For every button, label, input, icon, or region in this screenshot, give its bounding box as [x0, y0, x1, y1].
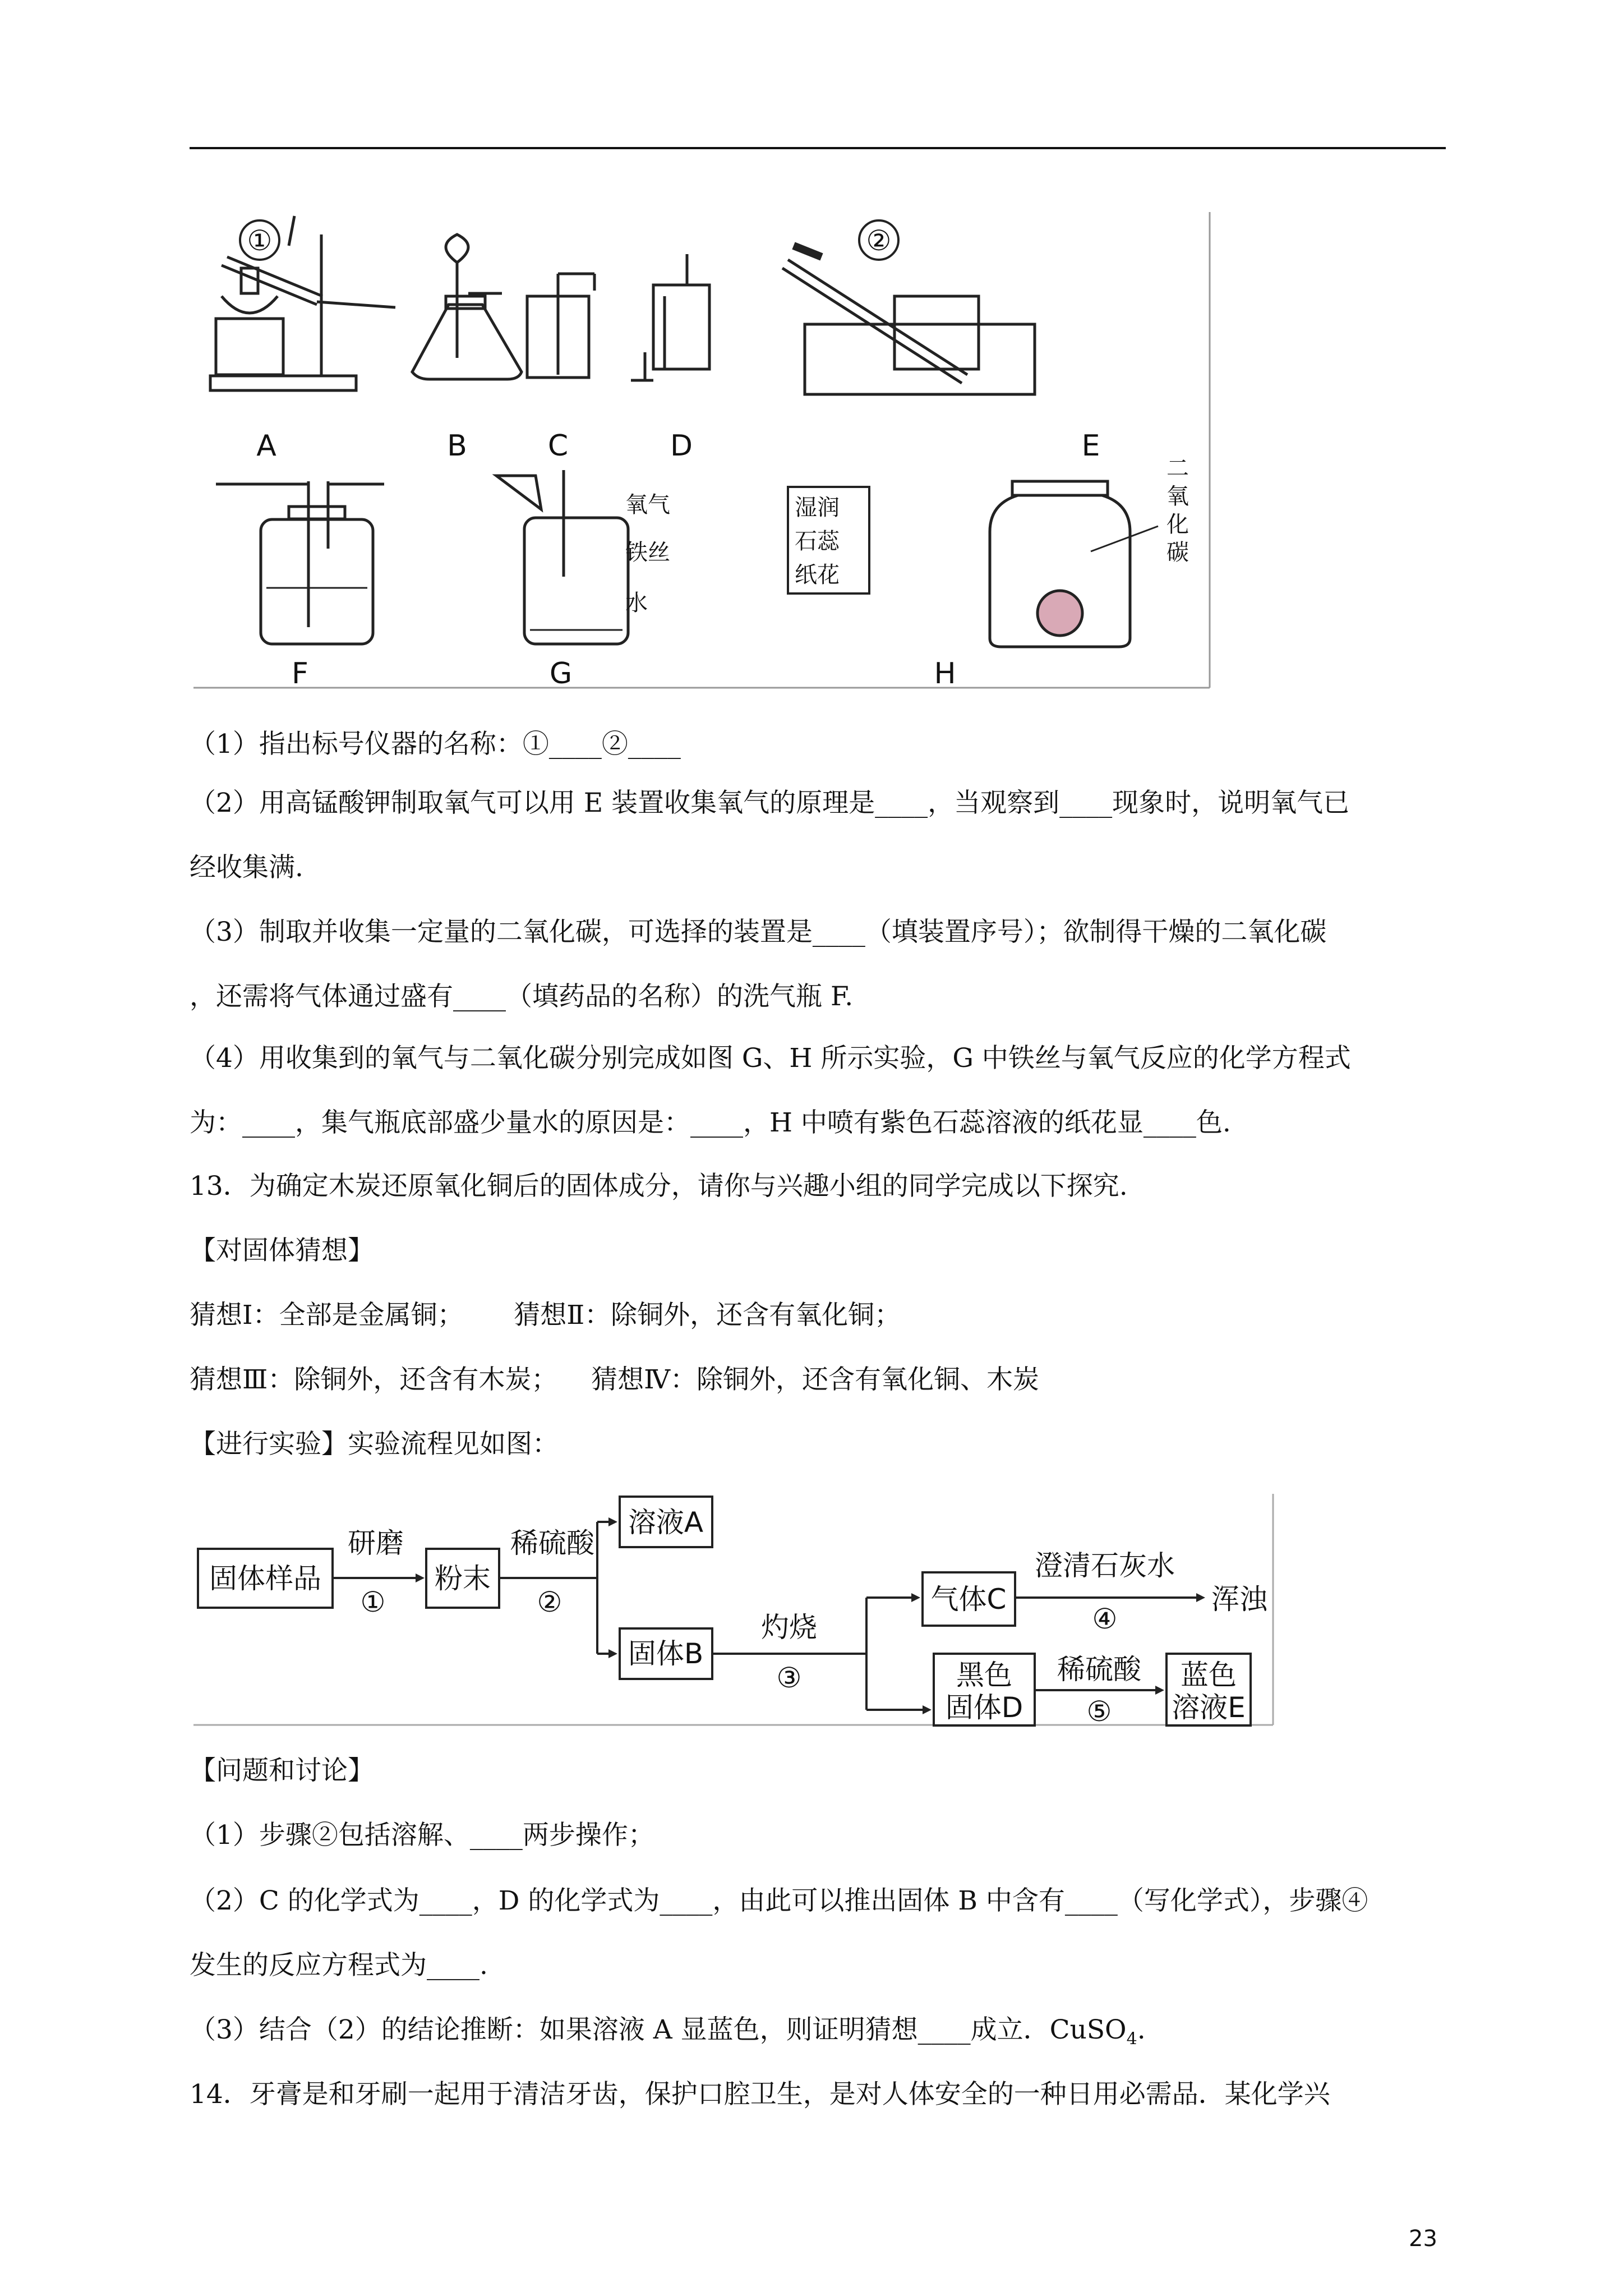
marker-1: ①: [247, 224, 273, 257]
page-number: 23: [1409, 2226, 1437, 2252]
label-F: F: [292, 657, 308, 691]
g-oxygen-label: 氧气: [625, 492, 670, 518]
flow-solid-b: 固体B: [628, 1637, 704, 1670]
h-side-4: 碳: [1166, 540, 1189, 565]
flow-step3: ③: [776, 1662, 802, 1694]
q13-line3: 猜想Ⅰ：全部是金属铜； 猜想Ⅱ：除铜外，还含有氧化铜；: [190, 1300, 901, 1331]
q13-line2: 【对固体猜想】: [190, 1235, 374, 1266]
flow-step4: ④: [1092, 1603, 1118, 1635]
q12-line2: （2）用高锰酸钾制取氧气可以用 E 装置收集氧气的原理是____，当观察到____现象时，说明氧气已: [190, 788, 1350, 818]
h-side-2: 氧: [1166, 484, 1189, 509]
q13-line5: 【进行实验】实验流程见如图：: [190, 1429, 559, 1460]
q12-line6: （4）用收集到的氧气与二氧化碳分别完成如图 G、H 所示实验，G 中铁丝与氧气反应的化学方程式: [190, 1043, 1351, 1074]
h-side-1: 二: [1166, 455, 1189, 481]
flow-step1: ①: [360, 1586, 386, 1618]
flow-step2: ②: [537, 1586, 562, 1618]
flow-blue-e2: 溶液E: [1172, 1691, 1246, 1724]
flow-black-d1: 黑色: [956, 1659, 1012, 1691]
label-H: H: [934, 657, 956, 691]
apparatus-figure: [193, 212, 1213, 691]
q12-line4: （3）制取并收集一定量的二氧化碳，可选择的装置是____（填装置序号）；欲制得干燥的二氧化碳: [190, 917, 1327, 947]
q13-line6: 【问题和讨论】: [190, 1755, 374, 1786]
label-B: B: [447, 429, 467, 463]
flow-burn: 灼烧: [761, 1611, 817, 1644]
flow-black-d2: 固体D: [945, 1691, 1023, 1724]
g-wire-label: 铁丝: [625, 540, 670, 565]
h-box-line2: 石蕊: [795, 528, 840, 554]
flow-limewater: 澄清石灰水: [1035, 1549, 1175, 1582]
label-E: E: [1081, 429, 1100, 463]
q13-line10: [190, 2012, 1146, 2057]
q13-line10-sub: 4: [1126, 2029, 1137, 2049]
q12-line1: （1）指出标号仪器的名称：①____②____: [190, 729, 681, 760]
label-G: G: [549, 657, 573, 691]
flow-sample: 固体样品: [209, 1562, 321, 1595]
flow-powder: 粉末: [435, 1562, 491, 1595]
q14-line1: 14．牙膏是和牙刷一起用于清洁牙齿，保护口腔卫生，是对人体安全的一种日用必需品．某化学兴: [190, 2079, 1330, 2110]
q13-line10-end: .: [1137, 2014, 1146, 2045]
h-side-3: 化: [1166, 512, 1189, 537]
q13-line8: （2）C 的化学式为____，D 的化学式为____，由此可以推出固体 B 中含有____（写化学式），步骤④: [190, 1885, 1368, 1916]
flow-step5: ⑤: [1086, 1695, 1112, 1728]
q13-line7: （1）步骤②包括溶解、____两步操作；: [190, 1820, 654, 1851]
experiment-flowchart: [193, 1494, 1276, 1728]
flow-blue-e1: 蓝色: [1181, 1659, 1237, 1691]
header-rule: [190, 147, 1446, 149]
g-water-label: 水: [625, 590, 648, 616]
q12-line5: ，还需将气体通过盛有____（填药品的名称）的洗气瓶 F.: [190, 981, 854, 1012]
q12-line3: 经收集满.: [190, 852, 303, 883]
marker-2: ②: [866, 224, 892, 257]
flow-turbid: 浑浊: [1211, 1583, 1267, 1616]
flow-acid1: 稀硫酸: [510, 1527, 594, 1559]
q13-line9: 发生的反应方程式为____.: [190, 1950, 488, 1981]
label-D: D: [670, 429, 693, 463]
flow-gas-c: 气体C: [930, 1583, 1007, 1616]
label-A: A: [256, 429, 276, 463]
q13-line10-main: （3）结合（2）的结论推断：如果溶液 A 显蓝色，则证明猜想____成立．CuSO: [190, 2014, 1127, 2045]
h-box-line1: 湿润: [795, 495, 840, 521]
q13-line4: 猜想Ⅲ：除铜外，还含有木炭； 猜想Ⅳ：除铜外，还含有氧化铜、木炭: [190, 1364, 1040, 1395]
label-C: C: [547, 429, 569, 463]
q12-line7: 为：____，集气瓶底部盛少量水的原因是：____，H 中喷有紫色石蕊溶液的纸花显____色.: [190, 1107, 1231, 1138]
flow-solution-a: 溶液A: [628, 1506, 704, 1539]
h-box-line3: 纸花: [795, 562, 840, 588]
flow-grind: 研磨: [348, 1527, 404, 1559]
q13-line1: 13．为确定木炭还原氧化铜后的固体成分，请你与兴趣小组的同学完成以下探究.: [190, 1171, 1128, 1202]
flow-acid2: 稀硫酸: [1057, 1653, 1141, 1686]
